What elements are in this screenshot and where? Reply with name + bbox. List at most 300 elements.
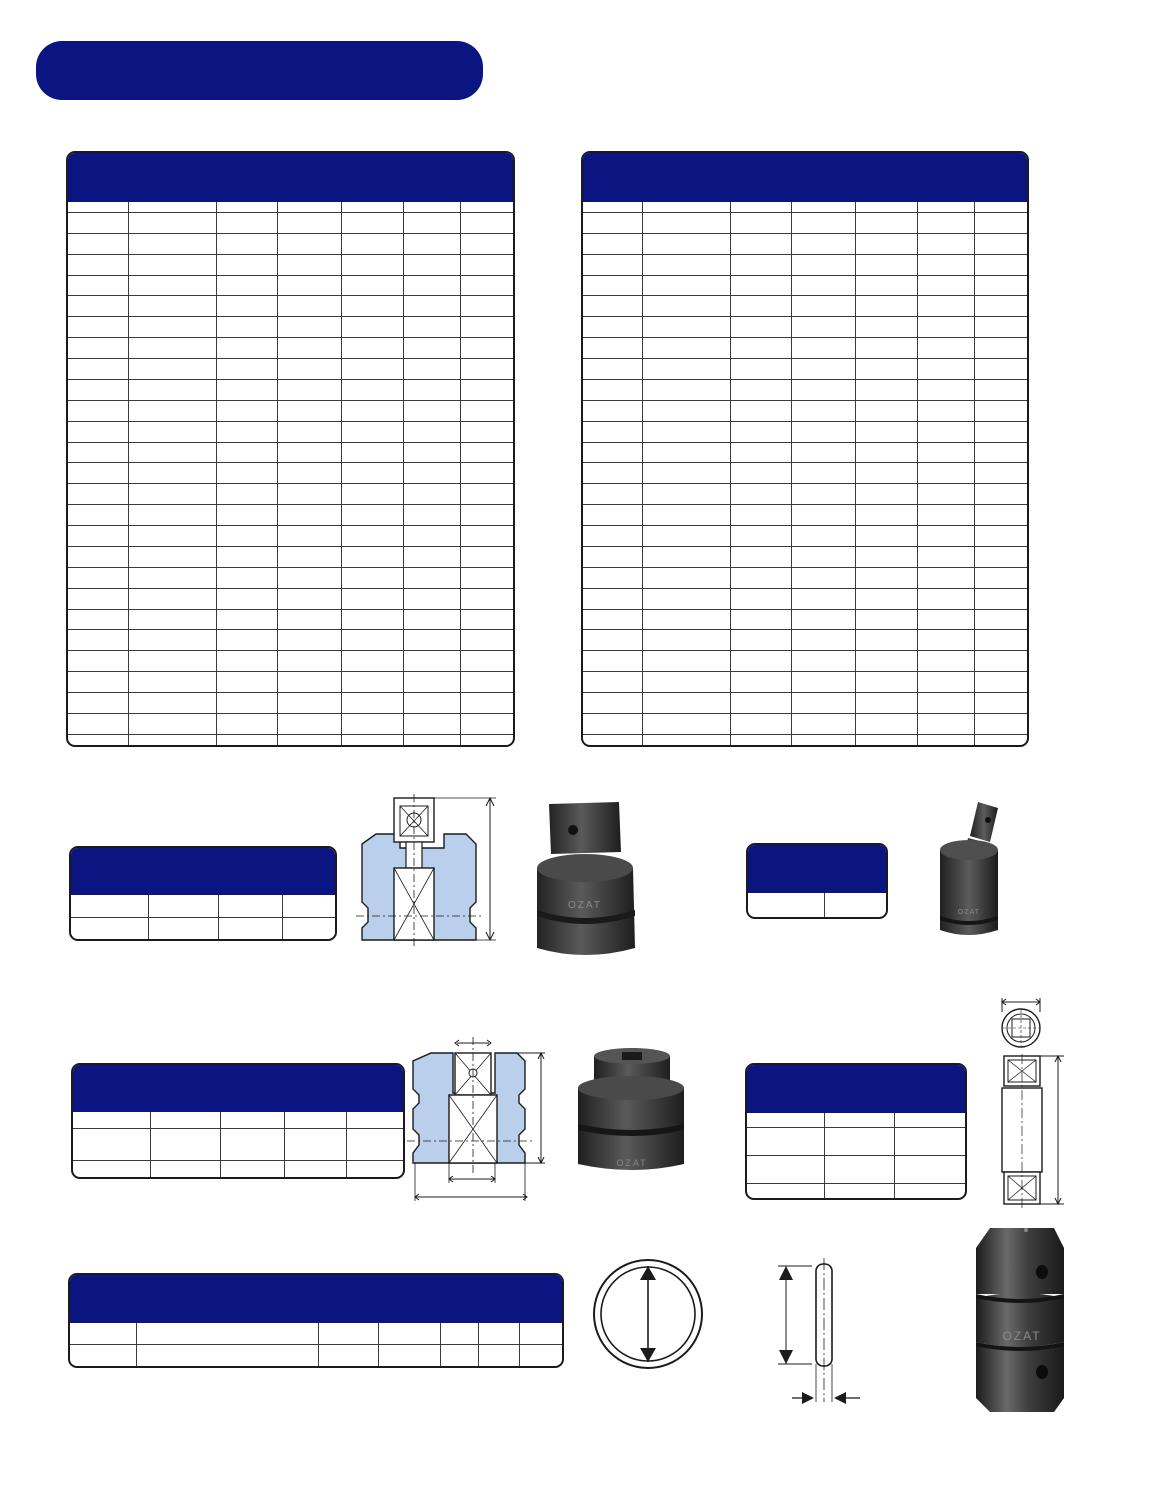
table-cell — [974, 254, 1027, 275]
table-cell — [216, 254, 277, 275]
table-cell — [277, 693, 341, 714]
table-cell — [70, 1323, 136, 1345]
table-row — [583, 505, 1027, 526]
table-cell — [460, 254, 513, 275]
table-row — [73, 1128, 403, 1161]
table-cell — [460, 651, 513, 672]
table-cell — [277, 296, 341, 317]
table-cell — [460, 526, 513, 547]
table-row — [68, 233, 513, 254]
table-cell — [71, 895, 148, 917]
table-cell — [791, 359, 855, 380]
table-cell — [68, 442, 128, 463]
table-cell — [791, 233, 855, 254]
table-cell — [583, 421, 642, 442]
table-cell — [791, 202, 855, 212]
table-cell — [128, 693, 216, 714]
table-cell — [974, 734, 1027, 745]
table-cell — [642, 338, 730, 359]
table-header — [73, 1065, 403, 1112]
table-cell — [68, 463, 128, 484]
table-cell — [791, 588, 855, 609]
table-cell — [917, 212, 974, 233]
table-row — [68, 526, 513, 547]
table-cell — [128, 484, 216, 505]
table-cell — [855, 400, 917, 421]
table-grid — [747, 1113, 965, 1198]
table-cell — [220, 1112, 284, 1128]
table-cell — [68, 296, 128, 317]
brand-mark: OZAT — [1002, 1329, 1042, 1343]
table-cell — [403, 567, 460, 588]
table-cell — [403, 588, 460, 609]
table-cell — [917, 202, 974, 212]
table-cell — [855, 713, 917, 734]
table-cell — [341, 693, 403, 714]
table-cell — [583, 275, 642, 296]
table-cell — [460, 317, 513, 338]
table-row — [583, 713, 1027, 734]
table-cell — [855, 693, 917, 714]
table-cell — [730, 546, 791, 567]
table-cell — [583, 379, 642, 400]
table-cell — [855, 651, 917, 672]
table-cell — [460, 421, 513, 442]
table-cell — [974, 693, 1027, 714]
table-cell — [642, 317, 730, 338]
table-cell — [855, 546, 917, 567]
table-cell — [855, 338, 917, 359]
table-cell — [128, 442, 216, 463]
table-cell — [341, 546, 403, 567]
table-cell — [460, 338, 513, 359]
table-cell — [894, 1127, 965, 1155]
table-row — [68, 734, 513, 745]
table-cell — [341, 651, 403, 672]
small-table-adapter-reducer — [69, 846, 337, 941]
table-cell — [128, 379, 216, 400]
table-cell — [917, 630, 974, 651]
table-cell — [403, 296, 460, 317]
table-cell — [583, 442, 642, 463]
table-cell — [216, 713, 277, 734]
table-row — [583, 734, 1027, 745]
table-cell — [917, 421, 974, 442]
table-cell — [403, 379, 460, 400]
table-cell — [791, 713, 855, 734]
table-cell — [642, 651, 730, 672]
table-cell — [128, 296, 216, 317]
table-cell — [128, 609, 216, 630]
table-row — [583, 296, 1027, 317]
table-cell — [282, 895, 335, 917]
table-cell — [730, 421, 791, 442]
table-cell — [583, 630, 642, 651]
table-cell — [128, 672, 216, 693]
table-cell — [642, 693, 730, 714]
table-row — [583, 546, 1027, 567]
table-cell — [730, 505, 791, 526]
table-cell — [403, 400, 460, 421]
table-cell — [341, 275, 403, 296]
table-cell — [824, 1113, 894, 1127]
table-cell — [216, 630, 277, 651]
table-cell — [730, 734, 791, 745]
table-cell — [148, 895, 218, 917]
table-cell — [730, 693, 791, 714]
table-row — [68, 359, 513, 380]
table-grid — [583, 202, 1027, 745]
table-cell — [68, 233, 128, 254]
table-cell — [917, 233, 974, 254]
table-cell — [974, 296, 1027, 317]
table-cell — [730, 672, 791, 693]
table-row — [583, 609, 1027, 630]
table-cell — [642, 713, 730, 734]
table-cell — [894, 1184, 965, 1198]
table-cell — [583, 546, 642, 567]
table-row — [68, 651, 513, 672]
extension-bar-diagram — [992, 994, 1066, 1212]
table-cell — [68, 651, 128, 672]
table-cell — [642, 359, 730, 380]
table-cell — [403, 672, 460, 693]
table-cell — [917, 338, 974, 359]
table-cell — [128, 400, 216, 421]
table-row — [68, 588, 513, 609]
table-cell — [150, 1128, 220, 1161]
table-cell — [730, 379, 791, 400]
table-cell — [68, 400, 128, 421]
table-cell — [855, 463, 917, 484]
table-cell — [341, 526, 403, 547]
table-cell — [277, 651, 341, 672]
table-cell — [824, 893, 886, 917]
table-cell — [917, 317, 974, 338]
table-cell — [277, 713, 341, 734]
table-cell — [73, 1128, 150, 1161]
table-cell — [583, 233, 642, 254]
table-cell — [855, 588, 917, 609]
table-row — [68, 484, 513, 505]
table-cell — [974, 275, 1027, 296]
table-cell — [730, 713, 791, 734]
table-cell — [730, 463, 791, 484]
table-cell — [791, 400, 855, 421]
table-cell — [216, 317, 277, 338]
table-cell — [282, 917, 335, 939]
table-cell — [403, 463, 460, 484]
table-cell — [791, 275, 855, 296]
table-cell — [917, 713, 974, 734]
table-cell — [70, 1345, 136, 1367]
table-cell — [642, 588, 730, 609]
table-cell — [277, 567, 341, 588]
table-cell — [974, 442, 1027, 463]
table-header — [748, 845, 886, 893]
table-cell — [855, 296, 917, 317]
table-cell — [277, 233, 341, 254]
table-cell — [917, 400, 974, 421]
table-row — [583, 484, 1027, 505]
table-cell — [150, 1161, 220, 1177]
table-cell — [460, 275, 513, 296]
table-cell — [403, 275, 460, 296]
table-cell — [583, 609, 642, 630]
table-cell — [855, 202, 917, 212]
table-cell — [403, 359, 460, 380]
table-cell — [917, 588, 974, 609]
table-cell — [747, 1184, 824, 1198]
table-cell — [730, 526, 791, 547]
table-cell — [917, 505, 974, 526]
table-cell — [642, 379, 730, 400]
table-cell — [642, 630, 730, 651]
table-cell — [277, 400, 341, 421]
table-cell — [855, 212, 917, 233]
universal-joint-photo — [932, 798, 1012, 938]
table-cell — [341, 630, 403, 651]
table-row — [68, 317, 513, 338]
table-row — [68, 609, 513, 630]
table-row — [68, 505, 513, 526]
table-cell — [128, 233, 216, 254]
table-cell — [917, 359, 974, 380]
table-cell — [855, 254, 917, 275]
table-cell — [730, 275, 791, 296]
table-cell — [403, 734, 460, 745]
table-cell — [642, 442, 730, 463]
table-cell — [460, 359, 513, 380]
small-table-retaining-ring — [68, 1273, 564, 1368]
table-cell — [855, 609, 917, 630]
table-cell — [974, 588, 1027, 609]
table-cell — [128, 212, 216, 233]
table-row — [583, 463, 1027, 484]
table-cell — [642, 609, 730, 630]
table-cell — [583, 734, 642, 745]
table-cell — [403, 254, 460, 275]
table-cell — [403, 442, 460, 463]
table-cell — [917, 734, 974, 745]
table-cell — [642, 526, 730, 547]
table-row — [68, 672, 513, 693]
table-cell — [341, 400, 403, 421]
table-cell — [284, 1128, 346, 1161]
table-cell — [917, 484, 974, 505]
table-cell — [791, 484, 855, 505]
table-cell — [583, 400, 642, 421]
table-cell — [128, 588, 216, 609]
table-cell — [855, 359, 917, 380]
table-cell — [855, 505, 917, 526]
table-cell — [68, 567, 128, 588]
table-cell — [284, 1112, 346, 1128]
table-cell — [216, 233, 277, 254]
table-cell — [974, 359, 1027, 380]
table-header — [70, 1275, 562, 1323]
table-cell — [403, 421, 460, 442]
table-cell — [974, 651, 1027, 672]
table-cell — [220, 1128, 284, 1161]
table-cell — [519, 1323, 562, 1345]
table-cell — [824, 1155, 894, 1183]
table-cell — [220, 1161, 284, 1177]
table-cell — [583, 651, 642, 672]
table-row — [583, 212, 1027, 233]
table-row — [70, 1323, 562, 1345]
table-grid — [70, 1323, 562, 1366]
table-cell — [894, 1155, 965, 1183]
table-cell — [218, 895, 282, 917]
table-cell — [403, 338, 460, 359]
table-cell — [642, 275, 730, 296]
table-cell — [642, 421, 730, 442]
table-cell — [917, 672, 974, 693]
table-cell — [791, 505, 855, 526]
table-cell — [642, 202, 730, 212]
table-cell — [642, 484, 730, 505]
table-cell — [917, 275, 974, 296]
table-cell — [974, 202, 1027, 212]
table-cell — [791, 526, 855, 547]
table-cell — [403, 484, 460, 505]
pin-icon — [768, 1254, 868, 1406]
table-cell — [128, 526, 216, 547]
table-cell — [460, 546, 513, 567]
table-cell — [917, 254, 974, 275]
adapter-increaser-diagram — [405, 1035, 555, 1205]
table-cell — [855, 233, 917, 254]
table-cell — [855, 630, 917, 651]
table-cell — [346, 1112, 403, 1128]
table-cell — [583, 212, 642, 233]
table-cell — [68, 212, 128, 233]
table-cell — [73, 1161, 150, 1177]
table-cell — [519, 1345, 562, 1367]
table-cell — [318, 1323, 378, 1345]
table-cell — [974, 317, 1027, 338]
table-cell — [216, 693, 277, 714]
table-cell — [128, 463, 216, 484]
table-row — [71, 917, 335, 939]
table-cell — [974, 567, 1027, 588]
table-cell — [730, 442, 791, 463]
table-cell — [974, 630, 1027, 651]
table-cell — [341, 609, 403, 630]
table-cell — [216, 463, 277, 484]
table-cell — [642, 400, 730, 421]
table-cell — [917, 609, 974, 630]
table-cell — [791, 567, 855, 588]
table-row — [747, 1184, 965, 1198]
table-cell — [341, 421, 403, 442]
table-cell — [642, 463, 730, 484]
table-cell — [855, 421, 917, 442]
table-grid — [73, 1112, 403, 1177]
main-table-left — [66, 151, 515, 747]
table-cell — [216, 484, 277, 505]
table-row — [583, 567, 1027, 588]
brand-mark: OZAT — [616, 1158, 648, 1168]
table-cell — [642, 505, 730, 526]
table-row — [68, 254, 513, 275]
table-row — [583, 275, 1027, 296]
table-cell — [68, 317, 128, 338]
adapter-photo — [527, 798, 645, 958]
table-cell — [216, 526, 277, 547]
main-table-right — [581, 151, 1029, 747]
table-row — [68, 421, 513, 442]
table-cell — [216, 609, 277, 630]
table-cell — [341, 463, 403, 484]
table-cell — [71, 917, 148, 939]
table-cell — [583, 713, 642, 734]
table-cell — [583, 526, 642, 547]
table-cell — [68, 630, 128, 651]
table-cell — [403, 630, 460, 651]
table-row — [70, 1345, 562, 1367]
brand-mark: OZAT — [957, 909, 981, 916]
table-cell — [68, 359, 128, 380]
table-cell — [974, 546, 1027, 567]
table-cell — [642, 296, 730, 317]
table-cell — [460, 233, 513, 254]
table-cell — [917, 442, 974, 463]
table-cell — [216, 202, 277, 212]
table-cell — [216, 442, 277, 463]
table-cell — [128, 421, 216, 442]
table-cell — [341, 202, 403, 212]
table-row — [583, 400, 1027, 421]
table-cell — [148, 917, 218, 939]
table-cell — [791, 693, 855, 714]
table-cell — [460, 212, 513, 233]
table-cell — [318, 1345, 378, 1367]
table-cell — [974, 400, 1027, 421]
table-cell — [642, 567, 730, 588]
table-cell — [128, 713, 216, 734]
table-cell — [791, 546, 855, 567]
table-cell — [730, 651, 791, 672]
table-cell — [216, 734, 277, 745]
table-cell — [216, 400, 277, 421]
table-cell — [378, 1345, 440, 1367]
table-cell — [216, 567, 277, 588]
table-cell — [128, 359, 216, 380]
table-row — [73, 1161, 403, 1177]
table-cell — [68, 526, 128, 547]
table-row — [68, 202, 513, 212]
table-cell — [216, 338, 277, 359]
table-cell — [917, 567, 974, 588]
table-cell — [917, 379, 974, 400]
table-cell — [583, 254, 642, 275]
table-cell — [403, 202, 460, 212]
table-cell — [974, 338, 1027, 359]
table-cell — [974, 212, 1027, 233]
table-cell — [791, 609, 855, 630]
table-cell — [403, 609, 460, 630]
table-cell — [460, 379, 513, 400]
table-cell — [378, 1323, 440, 1345]
table-cell — [216, 672, 277, 693]
table-cell — [583, 359, 642, 380]
table-cell — [974, 421, 1027, 442]
table-cell — [583, 484, 642, 505]
table-row — [583, 630, 1027, 651]
table-cell — [68, 588, 128, 609]
